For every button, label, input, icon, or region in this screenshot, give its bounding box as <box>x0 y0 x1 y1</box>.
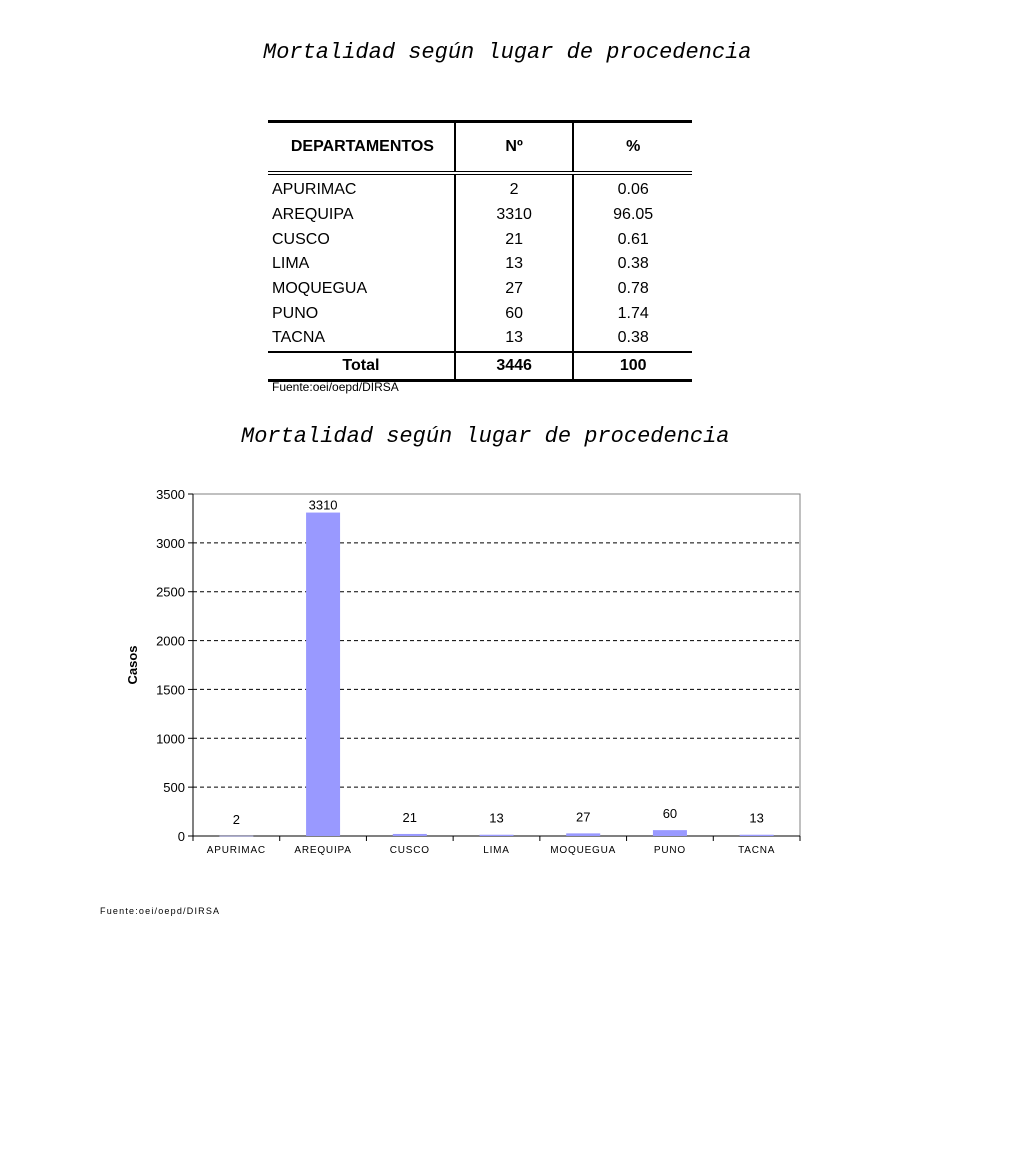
y-tick-label: 1500 <box>156 682 185 698</box>
row-count: 21 <box>455 227 574 252</box>
data-label: 60 <box>662 806 678 822</box>
y-axis-label: Casos <box>125 645 140 685</box>
row-count: 3310 <box>455 203 574 228</box>
total-count: 3446 <box>455 352 574 381</box>
y-tick-label: 1000 <box>156 731 185 747</box>
x-tick-label: LIMA <box>483 845 510 856</box>
row-count: 13 <box>455 326 574 352</box>
x-tick-label: PUNO <box>653 845 686 856</box>
row-departamento: APURIMAC <box>272 181 357 199</box>
row-percent: 0.38 <box>573 252 692 277</box>
chart-title: Mortalidad según lugar de procedencia <box>241 424 730 449</box>
x-tick-label: CUSCO <box>389 845 430 856</box>
data-label: 13 <box>489 810 504 826</box>
row-departamento: LIMA <box>272 255 310 273</box>
row-percent: 0.38 <box>573 326 692 352</box>
row-departamento: CUSCO <box>272 230 330 248</box>
total-percent: 100 <box>573 352 692 381</box>
total-label: Total <box>268 352 455 381</box>
row-percent: 0.06 <box>573 173 692 203</box>
bar <box>306 513 340 836</box>
data-label: 13 <box>749 810 764 826</box>
bar <box>219 836 253 837</box>
chart-source-note: Fuente:oei/oepd/DIRSA <box>100 906 221 916</box>
x-tick-label: MOQUEGUA <box>550 845 617 856</box>
data-label: 2 <box>232 811 240 827</box>
header-departamentos: DEPARTAMENTOS <box>268 122 455 174</box>
row-percent: 0.61 <box>573 227 692 252</box>
row-percent: 0.78 <box>573 277 692 302</box>
x-tick-label: APURIMAC <box>206 845 266 856</box>
data-label: 27 <box>575 809 591 825</box>
row-percent: 96.05 <box>573 203 692 228</box>
y-tick-label: 2000 <box>156 633 185 649</box>
row-count: 27 <box>455 277 574 302</box>
row-departamento: AREQUIPA <box>272 206 354 224</box>
y-tick-label: 3500 <box>156 487 185 502</box>
table-title: Mortalidad según lugar de procedencia <box>263 40 752 65</box>
row-count: 60 <box>455 301 574 326</box>
y-tick-label: 3000 <box>156 535 185 551</box>
bar <box>480 835 514 836</box>
row-count: 13 <box>455 252 574 277</box>
y-tick-label: 2500 <box>156 584 185 600</box>
y-tick-label: 0 <box>177 829 185 844</box>
bar <box>566 833 600 836</box>
row-percent: 1.74 <box>573 301 692 326</box>
x-tick-label: AREQUIPA <box>294 845 352 856</box>
row-count: 2 <box>455 173 574 203</box>
data-label: 21 <box>402 809 418 825</box>
row-departamento: TACNA <box>272 329 326 347</box>
y-tick-label: 500 <box>163 780 185 796</box>
bar <box>653 830 687 836</box>
row-departamento: PUNO <box>272 304 319 322</box>
row-departamento: MOQUEGUA <box>272 280 368 298</box>
header-percent: % <box>573 122 692 174</box>
table-source-note: Fuente:oei/oepd/DIRSA <box>272 380 399 394</box>
header-numero: Nº <box>455 122 574 174</box>
bar <box>393 834 427 836</box>
plot-area <box>193 494 800 836</box>
x-tick-label: TACNA <box>738 845 776 856</box>
data-label: 3310 <box>308 497 338 513</box>
bar <box>740 835 774 836</box>
